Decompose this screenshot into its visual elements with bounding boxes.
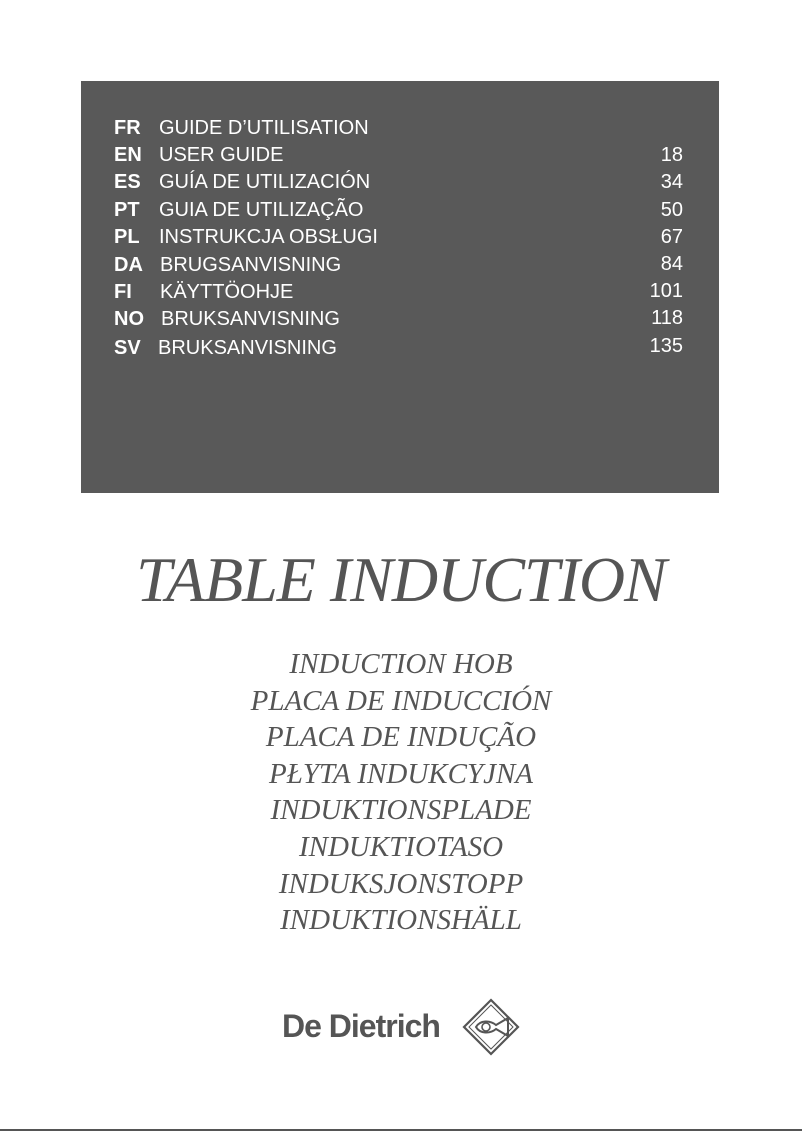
- language-code: SV: [114, 337, 141, 359]
- bottom-divider: [0, 1129, 802, 1131]
- brand-name: De Dietrich: [282, 1008, 440, 1044]
- language-code: EN: [114, 144, 142, 166]
- page-number: 84: [660, 253, 683, 275]
- page-number: 50: [660, 199, 683, 221]
- subtitle: PLACA DE INDUÇÃO: [265, 721, 537, 754]
- language-title: KÄYTTÖOHJE: [160, 281, 294, 303]
- subtitle: PLACA DE INDUCCIÓN: [250, 684, 552, 717]
- page-number: 18: [660, 144, 683, 166]
- brand-logo: [282, 998, 522, 1058]
- subtitle: INDUKSJONSTOPP: [278, 867, 524, 900]
- language-title: BRUKSANVISNING: [158, 337, 337, 359]
- main-title: TABLE INDUCTION: [136, 544, 666, 615]
- subtitle: INDUKTIOTASO: [298, 830, 504, 863]
- contents-row-pl: [114, 224, 378, 250]
- language-title: BRUKSANVISNING: [161, 308, 340, 330]
- language-code: DA: [114, 254, 143, 276]
- contents-row-da: [114, 252, 341, 278]
- page-number: 101: [649, 280, 683, 302]
- contents-row-es: [114, 169, 370, 195]
- language-code: FI: [114, 281, 132, 303]
- subtitle: INDUCTION HOB: [289, 648, 513, 680]
- language-title: BRUGSANVISNING: [160, 254, 342, 276]
- contents-row-sv: [114, 335, 337, 361]
- page-number: 67: [660, 226, 683, 248]
- language-title: GUÍA DE UTILIZACIÓN: [159, 171, 371, 193]
- contents-row-en: [114, 142, 283, 168]
- contents-panel: [81, 81, 719, 493]
- language-title: GUIDE D’UTILISATION: [159, 117, 369, 139]
- language-code: ES: [114, 171, 141, 193]
- language-title: GUIA DE UTILIZAÇÃO: [159, 199, 364, 221]
- language-code: NO: [114, 308, 144, 330]
- contents-row-fr: [114, 115, 369, 141]
- page-number: 118: [651, 307, 683, 329]
- diamond-horn-logo-icon: [462, 998, 520, 1061]
- subtitle: INDUKTIONSPLADE: [270, 794, 532, 827]
- language-code: PT: [114, 199, 140, 221]
- language-code: PL: [114, 226, 140, 248]
- language-code: FR: [114, 117, 141, 139]
- page-number: 34: [660, 171, 683, 193]
- contents-row-pt: [114, 197, 363, 223]
- contents-row-fi: [114, 279, 293, 305]
- contents-row-no: [114, 306, 340, 332]
- subtitle: PŁYTA INDUKCYJNA: [268, 757, 534, 790]
- subtitle: INDUKTIONSHÄLL: [280, 904, 522, 937]
- subtitle-list: [0, 646, 802, 939]
- page-number: 135: [649, 335, 683, 357]
- language-title: USER GUIDE: [159, 144, 284, 166]
- language-title: INSTRUKCJA OBSŁUGI: [159, 226, 378, 248]
